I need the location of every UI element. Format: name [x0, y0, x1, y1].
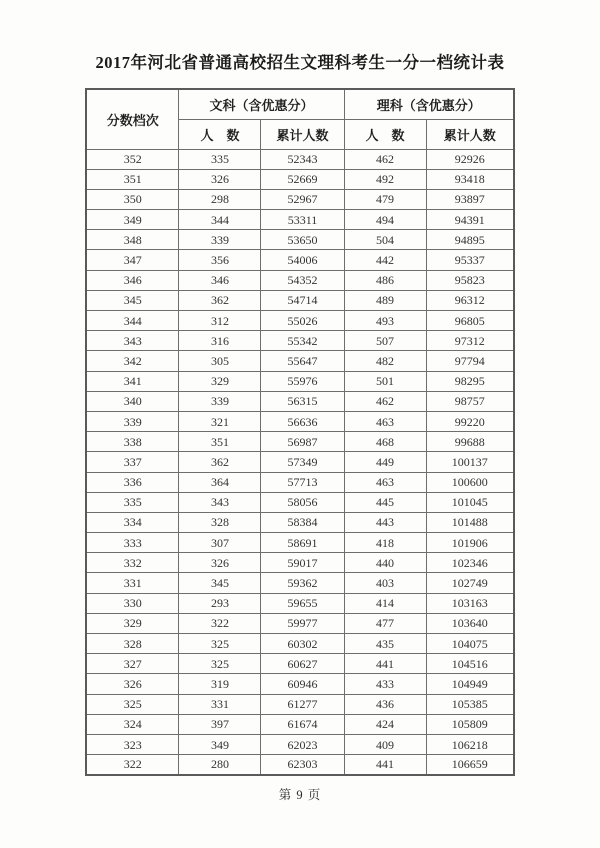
science-cumulative-cell: 95823 — [426, 270, 514, 290]
table-row — [86, 189, 514, 209]
science-count-cell: 435 — [344, 634, 426, 654]
arts-cumulative-cell: 61277 — [261, 694, 344, 714]
table-row — [86, 210, 514, 230]
score-cell: 326 — [86, 674, 179, 694]
header-science-group: 理科（含优惠分） — [344, 89, 514, 119]
table-row — [86, 553, 514, 573]
score-cell: 348 — [86, 230, 179, 250]
table-row — [86, 149, 514, 169]
arts-cumulative-cell: 56987 — [261, 432, 344, 452]
arts-count-cell: 326 — [179, 169, 261, 189]
arts-cumulative-cell: 54352 — [261, 270, 344, 290]
table-row — [86, 371, 514, 391]
table-row — [86, 270, 514, 290]
table-row — [86, 452, 514, 472]
score-cell: 333 — [86, 533, 179, 553]
table-header — [86, 89, 514, 149]
table-row — [86, 351, 514, 371]
science-count-cell: 489 — [344, 290, 426, 310]
science-count-cell: 445 — [344, 492, 426, 512]
score-cell: 329 — [86, 613, 179, 633]
table-row — [86, 391, 514, 411]
arts-cumulative-cell: 52967 — [261, 189, 344, 209]
science-cumulative-cell: 92926 — [426, 149, 514, 169]
table-row — [86, 533, 514, 553]
arts-count-cell: 293 — [179, 593, 261, 613]
arts-cumulative-cell: 55026 — [261, 311, 344, 331]
score-distribution-table — [85, 88, 515, 776]
table-row — [86, 331, 514, 351]
arts-count-cell: 397 — [179, 714, 261, 734]
science-cumulative-cell: 105385 — [426, 694, 514, 714]
table-row — [86, 230, 514, 250]
science-count-cell: 507 — [344, 331, 426, 351]
science-count-cell: 403 — [344, 573, 426, 593]
table-body — [86, 149, 514, 775]
arts-count-cell: 351 — [179, 432, 261, 452]
science-count-cell: 442 — [344, 250, 426, 270]
arts-count-cell: 339 — [179, 230, 261, 250]
science-count-cell: 468 — [344, 432, 426, 452]
arts-count-cell: 349 — [179, 734, 261, 754]
science-count-cell: 463 — [344, 411, 426, 431]
arts-cumulative-cell: 55342 — [261, 331, 344, 351]
table-row — [86, 411, 514, 431]
score-cell: 338 — [86, 432, 179, 452]
arts-cumulative-cell: 56315 — [261, 391, 344, 411]
score-cell: 340 — [86, 391, 179, 411]
arts-cumulative-cell: 52343 — [261, 149, 344, 169]
header-science-count: 人 数 — [344, 119, 426, 149]
table-row — [86, 311, 514, 331]
table-row — [86, 613, 514, 633]
header-science-cumulative: 累计人数 — [426, 119, 514, 149]
score-cell: 336 — [86, 472, 179, 492]
science-count-cell: 441 — [344, 654, 426, 674]
arts-cumulative-cell: 53650 — [261, 230, 344, 250]
arts-cumulative-cell: 59362 — [261, 573, 344, 593]
score-cell: 350 — [86, 189, 179, 209]
science-cumulative-cell: 106218 — [426, 734, 514, 754]
score-cell: 351 — [86, 169, 179, 189]
table-row — [86, 674, 514, 694]
science-count-cell: 479 — [344, 189, 426, 209]
table-row — [86, 169, 514, 189]
science-cumulative-cell: 103640 — [426, 613, 514, 633]
score-cell: 334 — [86, 512, 179, 532]
science-cumulative-cell: 93897 — [426, 189, 514, 209]
science-cumulative-cell: 105809 — [426, 714, 514, 734]
score-cell: 332 — [86, 553, 179, 573]
table-row — [86, 734, 514, 754]
science-cumulative-cell: 100600 — [426, 472, 514, 492]
arts-cumulative-cell: 61674 — [261, 714, 344, 734]
page-number: 第 9 页 — [278, 787, 322, 802]
arts-cumulative-cell: 55647 — [261, 351, 344, 371]
arts-cumulative-cell: 58691 — [261, 533, 344, 553]
science-count-cell: 433 — [344, 674, 426, 694]
arts-cumulative-cell: 57713 — [261, 472, 344, 492]
arts-count-cell: 331 — [179, 694, 261, 714]
arts-cumulative-cell: 53311 — [261, 210, 344, 230]
arts-count-cell: 345 — [179, 573, 261, 593]
science-cumulative-cell: 100137 — [426, 452, 514, 472]
science-count-cell: 424 — [344, 714, 426, 734]
arts-cumulative-cell: 56636 — [261, 411, 344, 431]
score-cell: 339 — [86, 411, 179, 431]
science-count-cell: 494 — [344, 210, 426, 230]
table-row — [86, 593, 514, 613]
science-count-cell: 462 — [344, 149, 426, 169]
arts-count-cell: 316 — [179, 331, 261, 351]
arts-count-cell: 325 — [179, 634, 261, 654]
arts-cumulative-cell: 59977 — [261, 613, 344, 633]
arts-count-cell: 312 — [179, 311, 261, 331]
science-count-cell: 441 — [344, 755, 426, 775]
science-cumulative-cell: 101906 — [426, 533, 514, 553]
table-row — [86, 472, 514, 492]
table-row — [86, 714, 514, 734]
science-cumulative-cell: 104949 — [426, 674, 514, 694]
science-cumulative-cell: 101488 — [426, 512, 514, 532]
table-row — [86, 512, 514, 532]
arts-count-cell: 322 — [179, 613, 261, 633]
science-cumulative-cell: 102346 — [426, 553, 514, 573]
science-cumulative-cell: 97312 — [426, 331, 514, 351]
arts-count-cell: 329 — [179, 371, 261, 391]
science-cumulative-cell: 104516 — [426, 654, 514, 674]
score-cell: 323 — [86, 734, 179, 754]
arts-cumulative-cell: 58384 — [261, 512, 344, 532]
arts-cumulative-cell: 57349 — [261, 452, 344, 472]
score-cell: 322 — [86, 755, 179, 775]
science-cumulative-cell: 99688 — [426, 432, 514, 452]
science-count-cell: 449 — [344, 452, 426, 472]
score-cell: 337 — [86, 452, 179, 472]
table-row — [86, 250, 514, 270]
science-cumulative-cell: 98757 — [426, 391, 514, 411]
table-row — [86, 654, 514, 674]
science-cumulative-cell: 93418 — [426, 169, 514, 189]
table-row — [86, 755, 514, 775]
score-cell: 343 — [86, 331, 179, 351]
arts-count-cell: 326 — [179, 553, 261, 573]
arts-count-cell: 356 — [179, 250, 261, 270]
science-cumulative-cell: 97794 — [426, 351, 514, 371]
arts-cumulative-cell: 59017 — [261, 553, 344, 573]
header-score-level: 分数档次 — [86, 89, 179, 149]
header-arts-cumulative: 累计人数 — [261, 119, 344, 149]
science-count-cell: 463 — [344, 472, 426, 492]
score-cell: 344 — [86, 311, 179, 331]
score-cell: 327 — [86, 654, 179, 674]
score-cell: 352 — [86, 149, 179, 169]
arts-cumulative-cell: 54714 — [261, 290, 344, 310]
science-count-cell: 504 — [344, 230, 426, 250]
table-row — [86, 290, 514, 310]
science-cumulative-cell: 94391 — [426, 210, 514, 230]
header-row-groups — [86, 89, 514, 119]
arts-cumulative-cell: 62023 — [261, 734, 344, 754]
header-liberal-arts-group: 文科（含优惠分） — [179, 89, 344, 119]
science-count-cell: 443 — [344, 512, 426, 532]
score-cell: 349 — [86, 210, 179, 230]
score-cell: 335 — [86, 492, 179, 512]
arts-count-cell: 321 — [179, 411, 261, 431]
arts-cumulative-cell: 60946 — [261, 674, 344, 694]
arts-cumulative-cell: 60627 — [261, 654, 344, 674]
arts-count-cell: 362 — [179, 452, 261, 472]
arts-cumulative-cell: 59655 — [261, 593, 344, 613]
science-count-cell: 414 — [344, 593, 426, 613]
arts-count-cell: 346 — [179, 270, 261, 290]
arts-count-cell: 335 — [179, 149, 261, 169]
arts-count-cell: 280 — [179, 755, 261, 775]
science-cumulative-cell: 103163 — [426, 593, 514, 613]
arts-count-cell: 307 — [179, 533, 261, 553]
science-cumulative-cell: 104075 — [426, 634, 514, 654]
science-count-cell: 482 — [344, 351, 426, 371]
science-cumulative-cell: 96805 — [426, 311, 514, 331]
table-row — [86, 634, 514, 654]
science-cumulative-cell: 106659 — [426, 755, 514, 775]
score-cell: 325 — [86, 694, 179, 714]
score-cell: 328 — [86, 634, 179, 654]
score-cell: 331 — [86, 573, 179, 593]
arts-count-cell: 344 — [179, 210, 261, 230]
arts-cumulative-cell: 58056 — [261, 492, 344, 512]
science-cumulative-cell: 98295 — [426, 371, 514, 391]
arts-count-cell: 362 — [179, 290, 261, 310]
science-count-cell: 477 — [344, 613, 426, 633]
science-cumulative-cell: 102749 — [426, 573, 514, 593]
science-count-cell: 409 — [344, 734, 426, 754]
arts-cumulative-cell: 55976 — [261, 371, 344, 391]
science-count-cell: 493 — [344, 311, 426, 331]
arts-count-cell: 305 — [179, 351, 261, 371]
science-count-cell: 486 — [344, 270, 426, 290]
arts-count-cell: 328 — [179, 512, 261, 532]
science-cumulative-cell: 95337 — [426, 250, 514, 270]
arts-count-cell: 319 — [179, 674, 261, 694]
science-cumulative-cell: 94895 — [426, 230, 514, 250]
score-cell: 345 — [86, 290, 179, 310]
arts-count-cell: 339 — [179, 391, 261, 411]
page-title: 2017年河北省普通高校招生文理科考生一分一档统计表 — [95, 53, 505, 72]
arts-count-cell: 343 — [179, 492, 261, 512]
arts-count-cell: 325 — [179, 654, 261, 674]
science-count-cell: 418 — [344, 533, 426, 553]
score-cell: 341 — [86, 371, 179, 391]
science-count-cell: 462 — [344, 391, 426, 411]
science-cumulative-cell: 99220 — [426, 411, 514, 431]
science-count-cell: 492 — [344, 169, 426, 189]
science-cumulative-cell: 101045 — [426, 492, 514, 512]
table-row — [86, 694, 514, 714]
science-count-cell: 440 — [344, 553, 426, 573]
arts-count-cell: 364 — [179, 472, 261, 492]
table-row — [86, 573, 514, 593]
science-count-cell: 501 — [344, 371, 426, 391]
science-cumulative-cell: 96312 — [426, 290, 514, 310]
arts-cumulative-cell: 62303 — [261, 755, 344, 775]
table-row — [86, 432, 514, 452]
science-count-cell: 436 — [344, 694, 426, 714]
table-row — [86, 492, 514, 512]
header-arts-count: 人 数 — [179, 119, 261, 149]
score-cell: 346 — [86, 270, 179, 290]
arts-cumulative-cell: 52669 — [261, 169, 344, 189]
score-cell: 342 — [86, 351, 179, 371]
score-cell: 347 — [86, 250, 179, 270]
score-cell: 330 — [86, 593, 179, 613]
arts-count-cell: 298 — [179, 189, 261, 209]
arts-cumulative-cell: 54006 — [261, 250, 344, 270]
score-cell: 324 — [86, 714, 179, 734]
arts-cumulative-cell: 60302 — [261, 634, 344, 654]
